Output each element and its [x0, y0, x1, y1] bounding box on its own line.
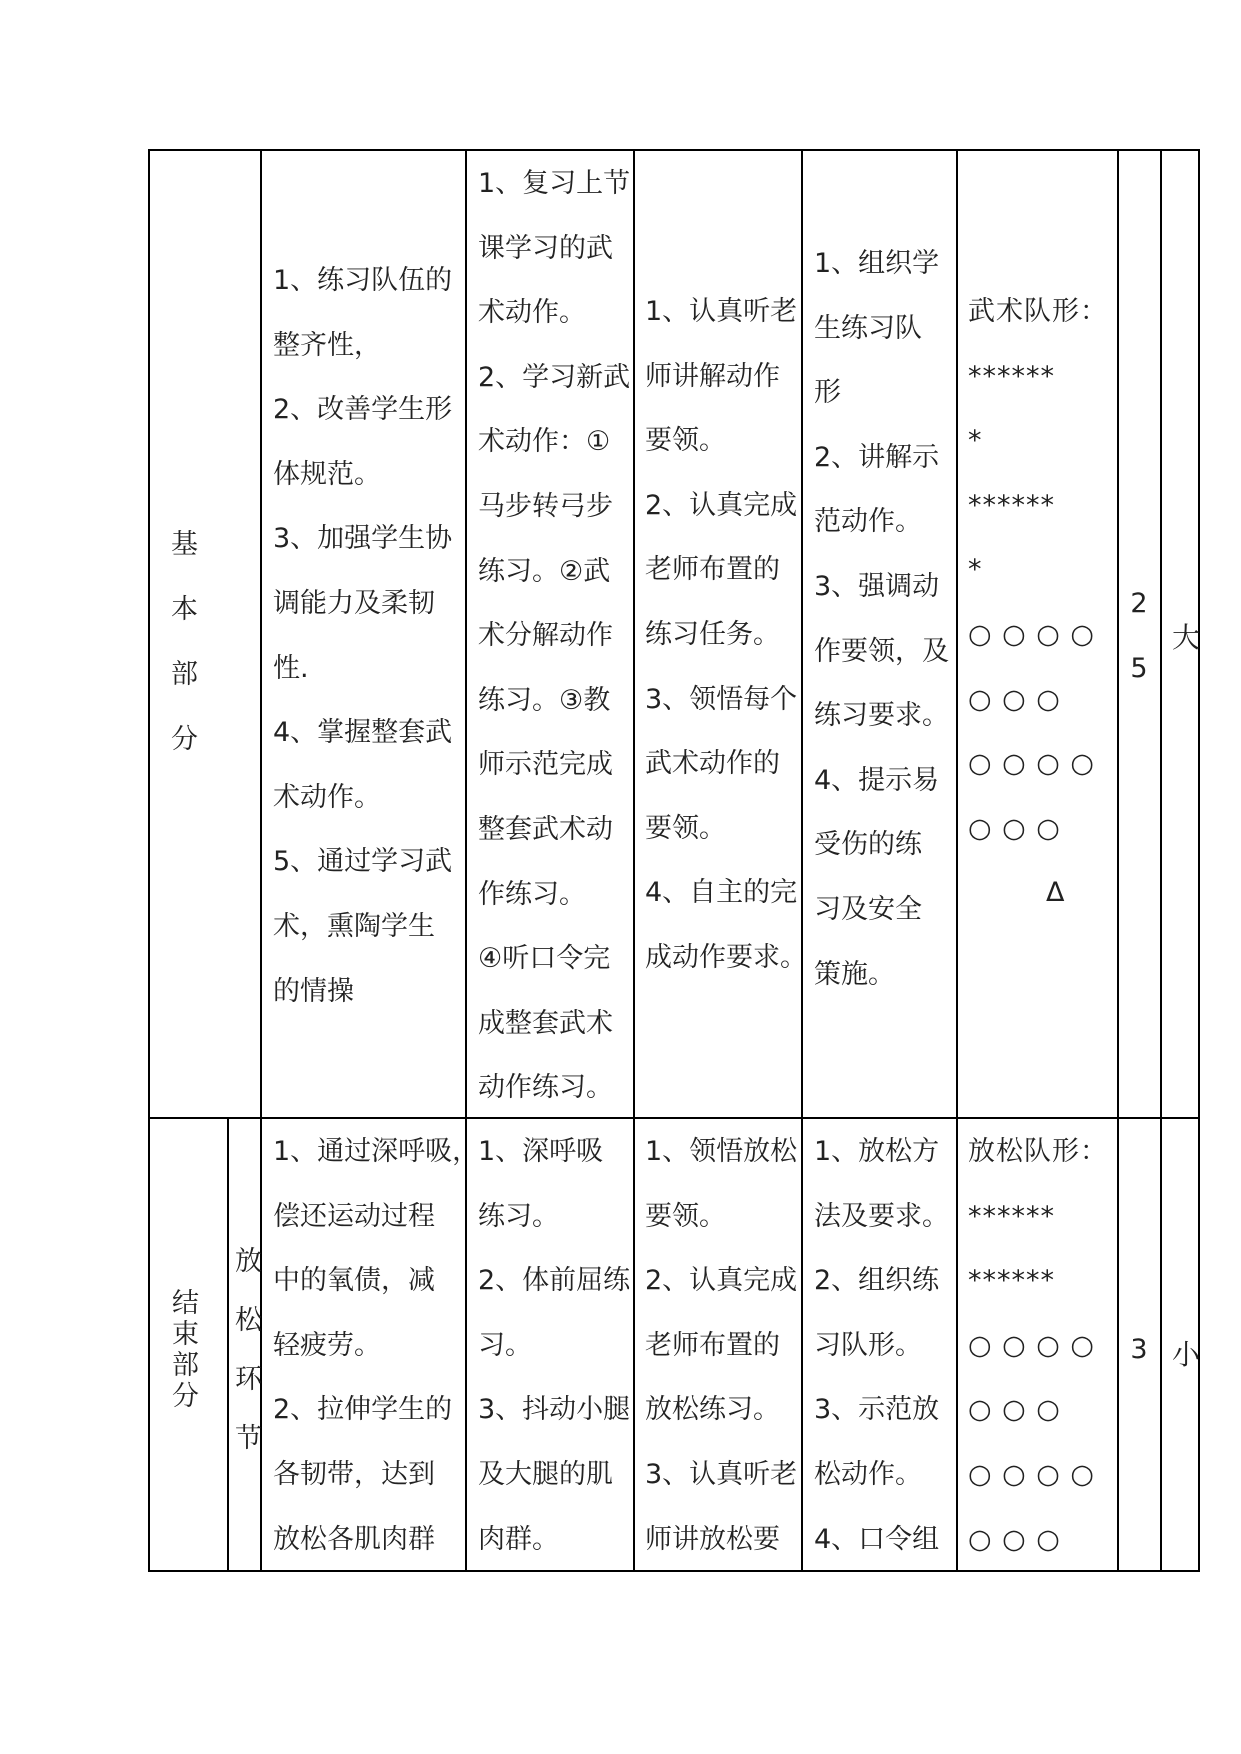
cell-line: 2、组织练	[814, 1265, 940, 1297]
cell-line: 策施。	[814, 958, 895, 990]
cell-line: ○ ○ ○	[968, 1394, 1061, 1426]
cell-line: 武术队形：	[968, 296, 1108, 327]
cell-line: 1、认真听老	[645, 296, 798, 327]
cell-line: 要领。	[645, 425, 726, 457]
cell-line: 1、组织学	[814, 248, 940, 279]
cell-line: 1、复习上节	[478, 168, 631, 199]
col-border-3	[633, 149, 635, 1572]
col-border-sublabel	[227, 1117, 229, 1572]
cell-line: 术分解动作	[478, 620, 613, 652]
cell-line: *	[968, 554, 983, 586]
label-char: 部	[171, 659, 198, 690]
cell-line: 要领。	[645, 1200, 726, 1232]
cell-line: 练习任务。	[645, 618, 780, 650]
cell-line: 练习。	[478, 1200, 559, 1232]
table-top-border	[148, 149, 1200, 151]
intensity-cell: 小	[1172, 1338, 1201, 1371]
cell-line: 2、认真完成	[645, 489, 798, 521]
cell-line: ○ ○ ○ ○	[968, 1458, 1095, 1490]
cell-line: 2、学习新武	[478, 361, 631, 393]
label-char: 分	[171, 724, 198, 755]
cell-line: 3、强调动	[814, 570, 940, 602]
cell-line: 范动作。	[814, 506, 922, 538]
cell-line: 性.	[273, 652, 309, 684]
cell-line: 各韧带，达到	[273, 1458, 435, 1490]
cell-line: 2、认真完成	[645, 1265, 798, 1297]
cell-line: 术动作：①	[478, 426, 611, 458]
time-digit: 2	[1130, 588, 1148, 619]
cell-line: 4、掌握整套武	[273, 717, 453, 749]
cell-line: 放松各肌肉群	[273, 1523, 435, 1555]
objectives-cell	[273, 249, 452, 1024]
cell-line: 4、口令组	[814, 1523, 940, 1555]
cell-line: 老师布置的	[645, 1329, 780, 1361]
cell-line: 习队形。	[814, 1329, 922, 1361]
cell-line: 的情操	[273, 975, 354, 1007]
teacher-activity-cell	[814, 232, 949, 1007]
cell-line: ○ ○ ○ ○	[968, 618, 1095, 650]
cell-line: 整套武术动	[478, 813, 613, 845]
cell-line: 作要领，及	[814, 635, 949, 667]
cell-line: 放松队形：	[968, 1136, 1108, 1167]
label-char: 松	[235, 1305, 262, 1336]
cell-line: 武术动作的	[645, 748, 780, 780]
cell-line: 练习。③教	[478, 684, 611, 716]
teacher-activity-cell	[814, 1120, 949, 1572]
cell-line: 整齐性，	[273, 329, 381, 361]
cell-line: 术，熏陶学生	[273, 910, 435, 942]
cell-line: 要领。	[645, 812, 726, 844]
objectives-cell	[273, 1120, 479, 1572]
cell-line: 作练习。	[478, 878, 586, 910]
col-border-5	[956, 149, 958, 1572]
time-digit: 5	[1130, 652, 1148, 684]
cell-line: 马步转弓步	[478, 490, 613, 522]
col-border-left	[148, 149, 150, 1572]
formation-cell	[968, 1120, 1108, 1572]
cell-line: Δ	[1046, 877, 1066, 909]
cell-line: 课学习的武	[478, 232, 613, 264]
cell-line: 练习要求。	[814, 700, 949, 732]
cell-line: 1、放松方	[814, 1136, 940, 1167]
cell-line: 中的氧债，减	[273, 1265, 435, 1297]
cell-line: ******	[968, 1200, 1055, 1232]
time-cell	[1119, 1318, 1159, 1383]
cell-line: 3、认真听老	[645, 1458, 798, 1490]
cell-line: 3、领悟每个	[645, 683, 798, 715]
cell-line: 及大腿的肌	[478, 1458, 613, 1490]
label-char: 本	[171, 594, 198, 625]
cell-line: 肉群。	[478, 1523, 559, 1555]
cell-line: 习及安全	[814, 893, 922, 925]
content-cell	[478, 152, 630, 1121]
cell-line: 老师布置的	[645, 554, 780, 586]
label-char: 放	[235, 1246, 262, 1277]
student-activity-cell	[645, 280, 807, 991]
section-label	[171, 512, 198, 772]
cell-line: ******	[968, 1265, 1055, 1297]
cell-line: 1、练习队伍的	[273, 265, 453, 296]
cell-line: 1、领悟放松	[645, 1136, 798, 1167]
cell-line: 习。	[478, 1329, 532, 1361]
intensity-cell: 大	[1172, 621, 1201, 654]
formation-cell	[968, 280, 1108, 926]
cell-line: 2、拉伸学生的	[273, 1394, 453, 1426]
cell-line: ○ ○ ○	[968, 812, 1061, 844]
cell-line: ******	[968, 489, 1055, 521]
content-cell	[478, 1120, 630, 1572]
cell-line: 调能力及柔韧	[273, 587, 435, 619]
cell-line: 轻疲劳。	[273, 1329, 381, 1361]
label-char: 结	[172, 1288, 199, 1319]
label-char: 环	[235, 1364, 262, 1395]
cell-line: 师示范完成	[478, 749, 613, 781]
sub-label	[235, 1232, 262, 1468]
cell-line: ○ ○ ○	[968, 683, 1061, 715]
cell-line: 4、提示易	[814, 764, 940, 796]
cell-line: 形	[814, 377, 841, 409]
cell-line: 3、抖动小腿	[478, 1394, 631, 1426]
section-label	[172, 1288, 199, 1412]
row-divider	[148, 1117, 1200, 1119]
cell-line: 2、体前屈练	[478, 1265, 631, 1297]
cell-line: 4、自主的完	[645, 877, 798, 909]
label-char: 束	[172, 1319, 199, 1350]
cell-line: 生练习队	[814, 312, 922, 344]
cell-line: 成整套武术	[478, 1007, 613, 1039]
label-char: 分	[172, 1381, 199, 1412]
student-activity-cell	[645, 1120, 797, 1572]
cell-line: ○ ○ ○ ○	[968, 748, 1095, 780]
cell-line: 2、改善学生形	[273, 394, 453, 426]
cell-line: 放松练习。	[645, 1394, 780, 1426]
cell-line: 偿还运动过程	[273, 1200, 435, 1232]
cell-line: 成动作要求。	[645, 941, 807, 973]
cell-line: 体规范。	[273, 458, 381, 490]
cell-line: 术动作。	[273, 781, 381, 813]
cell-line: 松动作。	[814, 1458, 922, 1490]
cell-line: 1、深呼吸	[478, 1136, 604, 1167]
label-char: 基	[171, 529, 198, 560]
cell-line: 术动作。	[478, 297, 586, 329]
cell-line: 动作练习。	[478, 1072, 613, 1104]
col-border-7	[1160, 149, 1162, 1572]
cell-line: 受伤的练	[814, 829, 922, 861]
label-char: 节	[235, 1423, 262, 1454]
cell-line: 2、讲解示	[814, 441, 940, 473]
time-cell	[1119, 572, 1159, 701]
cell-line: 法及要求。	[814, 1200, 949, 1232]
cell-line: *	[968, 425, 983, 457]
cell-line: 5、通过学习武	[273, 846, 453, 878]
label-char: 部	[172, 1350, 199, 1381]
cell-line: ○ ○ ○ ○	[968, 1329, 1095, 1361]
cell-line: 师讲放松要	[645, 1523, 780, 1555]
cell-line: 师讲解动作	[645, 360, 780, 392]
cell-line: 3、示范放	[814, 1394, 940, 1426]
cell-line: 1、通过深呼吸，	[273, 1136, 480, 1167]
cell-line: 练习。②武	[478, 555, 611, 587]
cell-line: 3、加强学生协	[273, 523, 453, 555]
time-digit: 3	[1130, 1334, 1148, 1365]
cell-line: ******	[968, 360, 1055, 392]
cell-line: ④听口令完	[478, 943, 611, 975]
cell-line: ○ ○ ○	[968, 1523, 1061, 1555]
